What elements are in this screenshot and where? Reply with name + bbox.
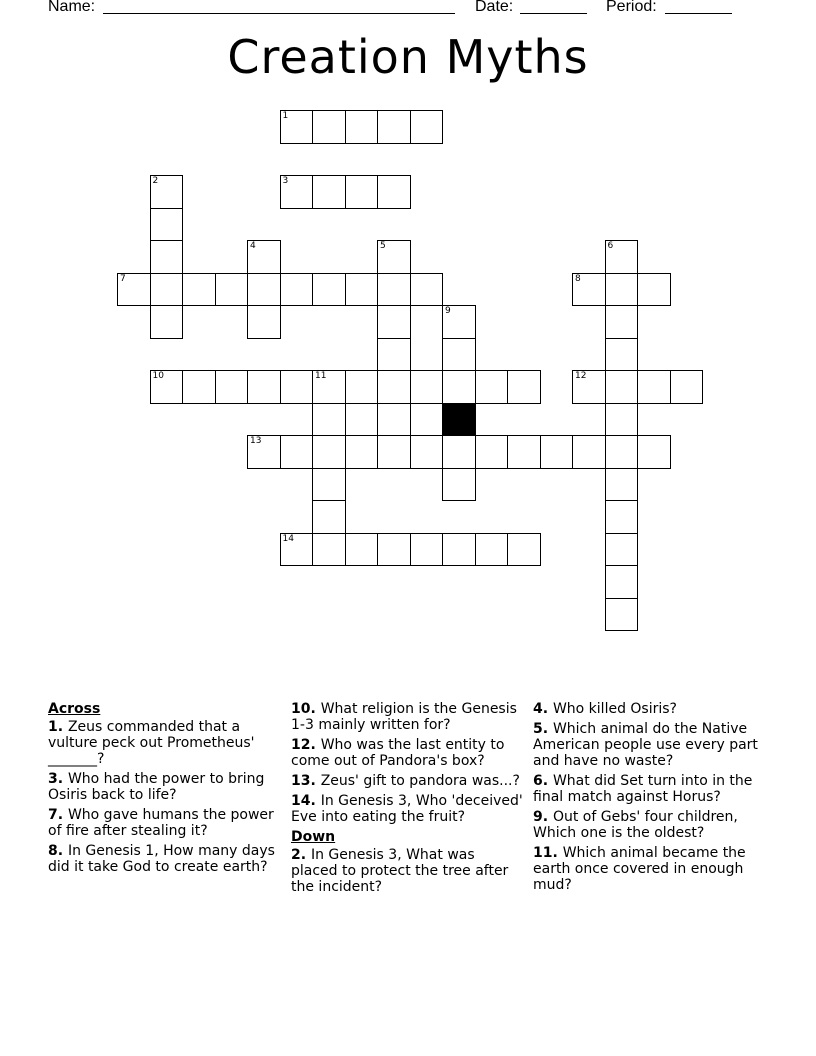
- crossword-cell[interactable]: [345, 370, 379, 404]
- crossword-cell[interactable]: [605, 598, 639, 632]
- crossword-cell[interactable]: [507, 370, 541, 404]
- crossword-cell[interactable]: [410, 370, 444, 404]
- down-heading: Down: [291, 829, 336, 845]
- crossword-cell[interactable]: [280, 273, 314, 307]
- clue-across-12: 12. Who was the last entity to come out of Pandora's box?: [291, 737, 505, 769]
- crossword-cell[interactable]: [442, 305, 476, 339]
- crossword-cell[interactable]: [312, 403, 346, 437]
- crossword-cell[interactable]: [442, 370, 476, 404]
- crossword-cell[interactable]: [410, 533, 444, 567]
- crossword-cell[interactable]: [312, 110, 346, 144]
- clue-across-14: 14. In Genesis 3, Who 'deceived' Eve into eating the fruit?: [291, 793, 523, 825]
- crossword-cell[interactable]: [442, 533, 476, 567]
- across-heading: Across: [48, 701, 101, 717]
- clue-number: 3: [282, 176, 289, 186]
- crossword-cell[interactable]: [410, 403, 444, 437]
- clue-number: 12: [575, 371, 587, 381]
- crossword-cell[interactable]: [377, 435, 411, 469]
- crossword-cell[interactable]: [345, 435, 379, 469]
- crossword-cell[interactable]: [605, 468, 639, 502]
- crossword-cell[interactable]: [572, 370, 606, 404]
- crossword-cell[interactable]: [345, 403, 379, 437]
- black-square: [442, 403, 476, 437]
- crossword-cell[interactable]: [605, 338, 639, 372]
- crossword-cell[interactable]: [605, 403, 639, 437]
- crossword-cell[interactable]: [377, 273, 411, 307]
- clue-across-8: 8. In Genesis 1, How many days did it take God to create earth?: [48, 843, 275, 875]
- clue-number: 11: [315, 371, 327, 381]
- page-title: Creation Myths: [227, 30, 589, 84]
- crossword-cell[interactable]: [280, 370, 314, 404]
- crossword-cell[interactable]: [377, 370, 411, 404]
- clue-number: 4: [250, 241, 256, 251]
- crossword-cell[interactable]: [637, 370, 671, 404]
- crossword-cell[interactable]: [312, 435, 346, 469]
- crossword-cell[interactable]: [312, 500, 346, 534]
- clue-column-3: [533, 701, 773, 897]
- crossword-cell[interactable]: [572, 435, 606, 469]
- crossword-cell[interactable]: [247, 435, 281, 469]
- crossword-cell[interactable]: [377, 305, 411, 339]
- crossword-cell[interactable]: [312, 370, 346, 404]
- crossword-cell[interactable]: [377, 338, 411, 372]
- crossword-cell[interactable]: [247, 240, 281, 274]
- crossword-cell[interactable]: [475, 370, 509, 404]
- crossword-cell[interactable]: [247, 273, 281, 307]
- crossword-cell[interactable]: [605, 370, 639, 404]
- crossword-cell[interactable]: [247, 305, 281, 339]
- crossword-cell[interactable]: [670, 370, 704, 404]
- clue-number: 6: [607, 241, 614, 251]
- crossword-cell[interactable]: [150, 175, 184, 209]
- crossword-cell[interactable]: [280, 110, 314, 144]
- clue-across-3: 3. Who had the power to bring Osiris back to life?: [48, 771, 265, 803]
- crossword-cell[interactable]: [410, 435, 444, 469]
- clue-number: 1: [282, 111, 289, 121]
- period-label: Period:: [606, 0, 657, 15]
- crossword-cell[interactable]: [345, 533, 379, 567]
- crossword-cell[interactable]: [150, 208, 184, 242]
- crossword-cell[interactable]: [312, 273, 346, 307]
- clue-number: 10: [152, 371, 164, 381]
- crossword-cell[interactable]: [475, 435, 509, 469]
- crossword-cell[interactable]: [605, 273, 639, 307]
- crossword-cell[interactable]: [150, 240, 184, 274]
- clue-across-13: 13. Zeus' gift to pandora was...?: [291, 773, 520, 789]
- crossword-cell[interactable]: [605, 305, 639, 339]
- date-label: Date:: [475, 0, 514, 15]
- crossword-cell[interactable]: [605, 240, 639, 274]
- clue-number: 14: [282, 533, 294, 544]
- crossword-cell[interactable]: [377, 403, 411, 437]
- clue-down-4: 4. Who killed Osiris?: [533, 701, 677, 717]
- clue-number: 9: [445, 306, 451, 316]
- clue-number: 5: [380, 241, 386, 251]
- clue-number: 13: [250, 436, 262, 446]
- crossword-cell[interactable]: [410, 273, 444, 307]
- clue-column-2: [291, 701, 523, 899]
- crossword-cell[interactable]: [605, 500, 639, 534]
- clue-number: 7: [120, 273, 126, 284]
- crossword-cell[interactable]: [377, 110, 411, 144]
- clue-down-2: 2. In Genesis 3, What was placed to protect the tree after the incident?: [291, 847, 509, 895]
- crossword-cell[interactable]: [215, 273, 249, 307]
- crossword-cell[interactable]: [442, 435, 476, 469]
- crossword-cell[interactable]: [605, 435, 639, 469]
- clue-down-5: 5. Which animal do the Native American people use every part and have no waste?: [533, 721, 758, 769]
- clue-down-11: 11. Which animal became the earth once covered in enough mud?: [533, 845, 746, 893]
- crossword-cell[interactable]: [475, 533, 509, 567]
- crossword-cell[interactable]: [247, 370, 281, 404]
- crossword-cell[interactable]: [605, 533, 639, 567]
- clue-down-6: 6. What did Set turn into in the final match against Horus?: [533, 773, 753, 805]
- clue-across-10: 10. What religion is the Genesis 1-3 mainly written for?: [291, 701, 517, 733]
- clue-down-9: 9. Out of Gebs' four children, Which one is the oldest?: [533, 809, 738, 841]
- crossword-cell[interactable]: [637, 273, 671, 307]
- crossword-cell[interactable]: [312, 533, 346, 567]
- crossword-cell[interactable]: [345, 110, 379, 144]
- crossword-cell[interactable]: [377, 240, 411, 274]
- crossword-cell[interactable]: [507, 435, 541, 469]
- crossword-cell[interactable]: [182, 273, 216, 307]
- crossword-cell[interactable]: [150, 273, 184, 307]
- clue-across-1: 1. Zeus commanded that a vulture peck out Prometheus' _______?: [48, 719, 255, 767]
- crossword-cell[interactable]: [442, 468, 476, 502]
- crossword-cell[interactable]: [150, 370, 184, 404]
- crossword-cell[interactable]: [410, 110, 444, 144]
- crossword-cell[interactable]: [637, 435, 671, 469]
- crossword-cell[interactable]: [312, 468, 346, 502]
- crossword-cell[interactable]: [377, 175, 411, 209]
- crossword-cell[interactable]: [182, 370, 216, 404]
- crossword-cell[interactable]: [540, 435, 574, 469]
- crossword-cell[interactable]: [280, 175, 314, 209]
- crossword-cell[interactable]: [377, 533, 411, 567]
- clue-number: 8: [575, 273, 581, 284]
- crossword-cell[interactable]: [117, 273, 151, 307]
- crossword-cell[interactable]: [442, 338, 476, 372]
- clue-number: 2: [152, 176, 159, 186]
- crossword-cell[interactable]: [605, 565, 639, 599]
- crossword-cell[interactable]: [150, 305, 184, 339]
- crossword-cell[interactable]: [507, 533, 541, 567]
- crossword-cell[interactable]: [312, 175, 346, 209]
- crossword-cell[interactable]: [280, 435, 314, 469]
- clue-column-1: [48, 701, 280, 879]
- crossword-cell[interactable]: [280, 533, 314, 567]
- crossword-cell[interactable]: [345, 273, 379, 307]
- name-label: Name:: [48, 0, 96, 15]
- crossword-cell[interactable]: [345, 175, 379, 209]
- crossword-cell[interactable]: [215, 370, 249, 404]
- clue-across-7: 7. Who gave humans the power of fire after stealing it?: [48, 807, 274, 839]
- crossword-cell[interactable]: [572, 273, 606, 307]
